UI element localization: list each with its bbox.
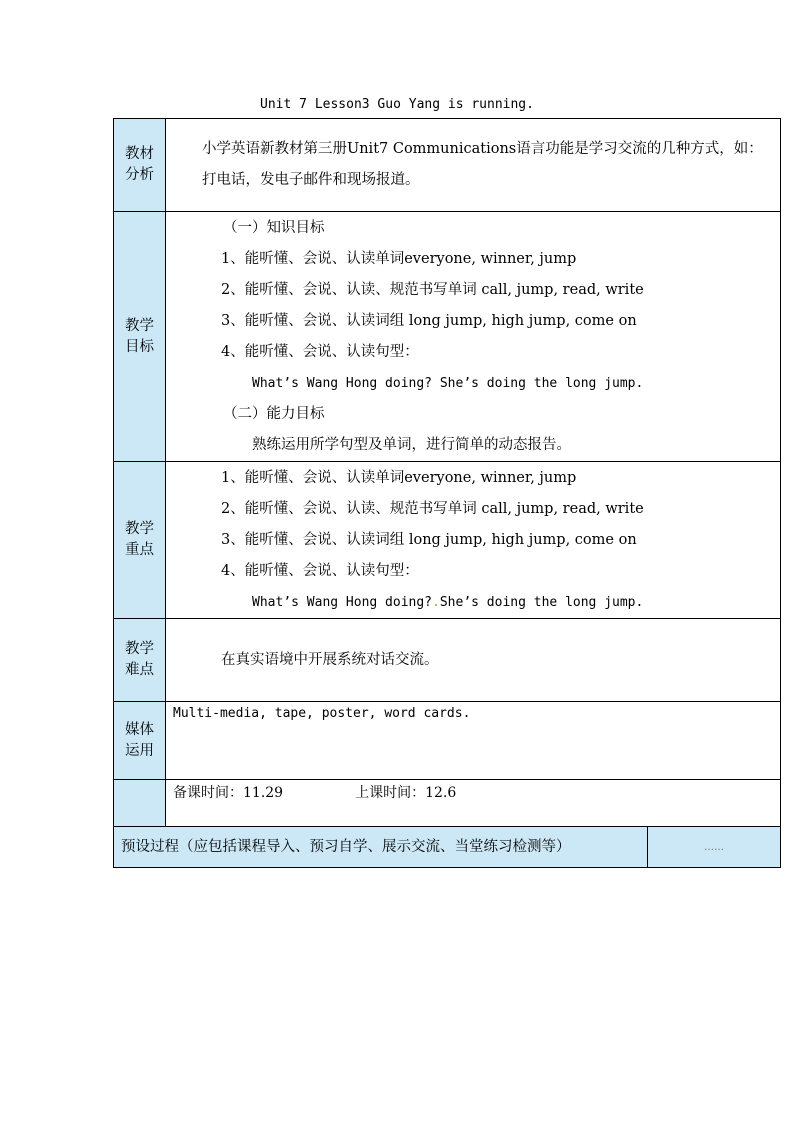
time-text [166, 780, 780, 804]
media-content [166, 702, 781, 780]
page-title: Unit 7 Lesson3 Guo Yang is running. [260, 97, 534, 112]
objectives-label-line2: 目标 [125, 338, 154, 355]
class-time: 上课时间：12.6 [355, 785, 457, 801]
media-text: Multi-media, tape, poster, word cards. [173, 706, 471, 721]
objective-sentence: What’s Wang Hong doing? She’s doing the long jump. [252, 376, 644, 391]
time-row [114, 780, 781, 827]
objectives-row [114, 212, 781, 462]
difficulties-text: 在真实语境中开展系统对话交流。 [221, 651, 439, 668]
process-text: 预设过程（应包括课程导入、预习自学、展示交流、当堂练习检测等） [114, 827, 648, 868]
process-right-cell: …… [648, 827, 781, 868]
prep-time: 备课时间：11.29 [173, 785, 284, 801]
key-points-label [114, 462, 166, 619]
difficulties-content [166, 619, 781, 702]
objective-item: 4、能听懂、会说、认读句型： [221, 344, 419, 360]
key-point-answer: She’s doing the long jump. [439, 595, 644, 610]
knowledge-goal-heading: （一）知识目标 [223, 220, 325, 236]
time-label-empty [114, 780, 166, 827]
key-points-label-line1: 教学 [125, 521, 154, 537]
media-label-line2: 运用 [125, 742, 154, 759]
difficulties-label [114, 619, 166, 702]
analysis-label-line1: 教材 [125, 146, 154, 162]
key-point-item: 3、能听懂、会说、认读词组 long jump, high jump, come on [221, 532, 637, 548]
time-content [166, 780, 781, 827]
key-point-item: 4、能听懂、会说、认读句型： [221, 563, 419, 579]
key-point-item: 1、能听懂、会说、认读单词everyone, winner, jump [221, 470, 577, 486]
key-point-item: 2、能听懂、会说、认读、规范书写单词 call, jump, read, write [221, 501, 644, 517]
ability-goal-text: 熟练运用所学句型及单词，进行简单的动态报告。 [252, 437, 571, 453]
difficulties-label-line1: 教学 [125, 641, 154, 657]
key-points-content [166, 462, 781, 619]
lesson-plan-table [113, 118, 781, 868]
analysis-text: 小学英语新教材第三册Unit7 Communications语言功能是学习交流的几种方式，如：打电话，发电子邮件和现场报道。 [202, 141, 763, 188]
difficulties-label-line2: 难点 [125, 662, 154, 678]
key-point-sentence [166, 587, 780, 618]
key-points-row [114, 462, 781, 619]
objectives-label-line1: 教学 [125, 317, 154, 334]
objectives-label [114, 212, 166, 462]
green-dot-mark: . [432, 595, 440, 610]
ability-goal-heading: （二）能力目标 [223, 406, 325, 422]
analysis-row [114, 119, 781, 212]
process-row [114, 827, 781, 868]
objective-item: 1、能听懂、会说、认读单词everyone, winner, jump [221, 251, 577, 267]
key-point-question: What’s Wang Hong doing? [252, 595, 433, 610]
objective-item: 3、能听懂、会说、认读词组 long jump, high jump, come on [221, 313, 637, 329]
objectives-content [166, 212, 781, 462]
media-label [114, 702, 166, 780]
analysis-label-line2: 分析 [125, 167, 154, 183]
difficulties-row [114, 619, 781, 702]
media-row [114, 702, 781, 780]
media-label-line1: 媒体 [125, 721, 154, 738]
analysis-content [166, 119, 781, 212]
analysis-label [114, 119, 166, 212]
key-points-label-line2: 重点 [125, 542, 154, 558]
objective-item: 2、能听懂、会说、认读、规范书写单词 call, jump, read, write [221, 282, 644, 298]
